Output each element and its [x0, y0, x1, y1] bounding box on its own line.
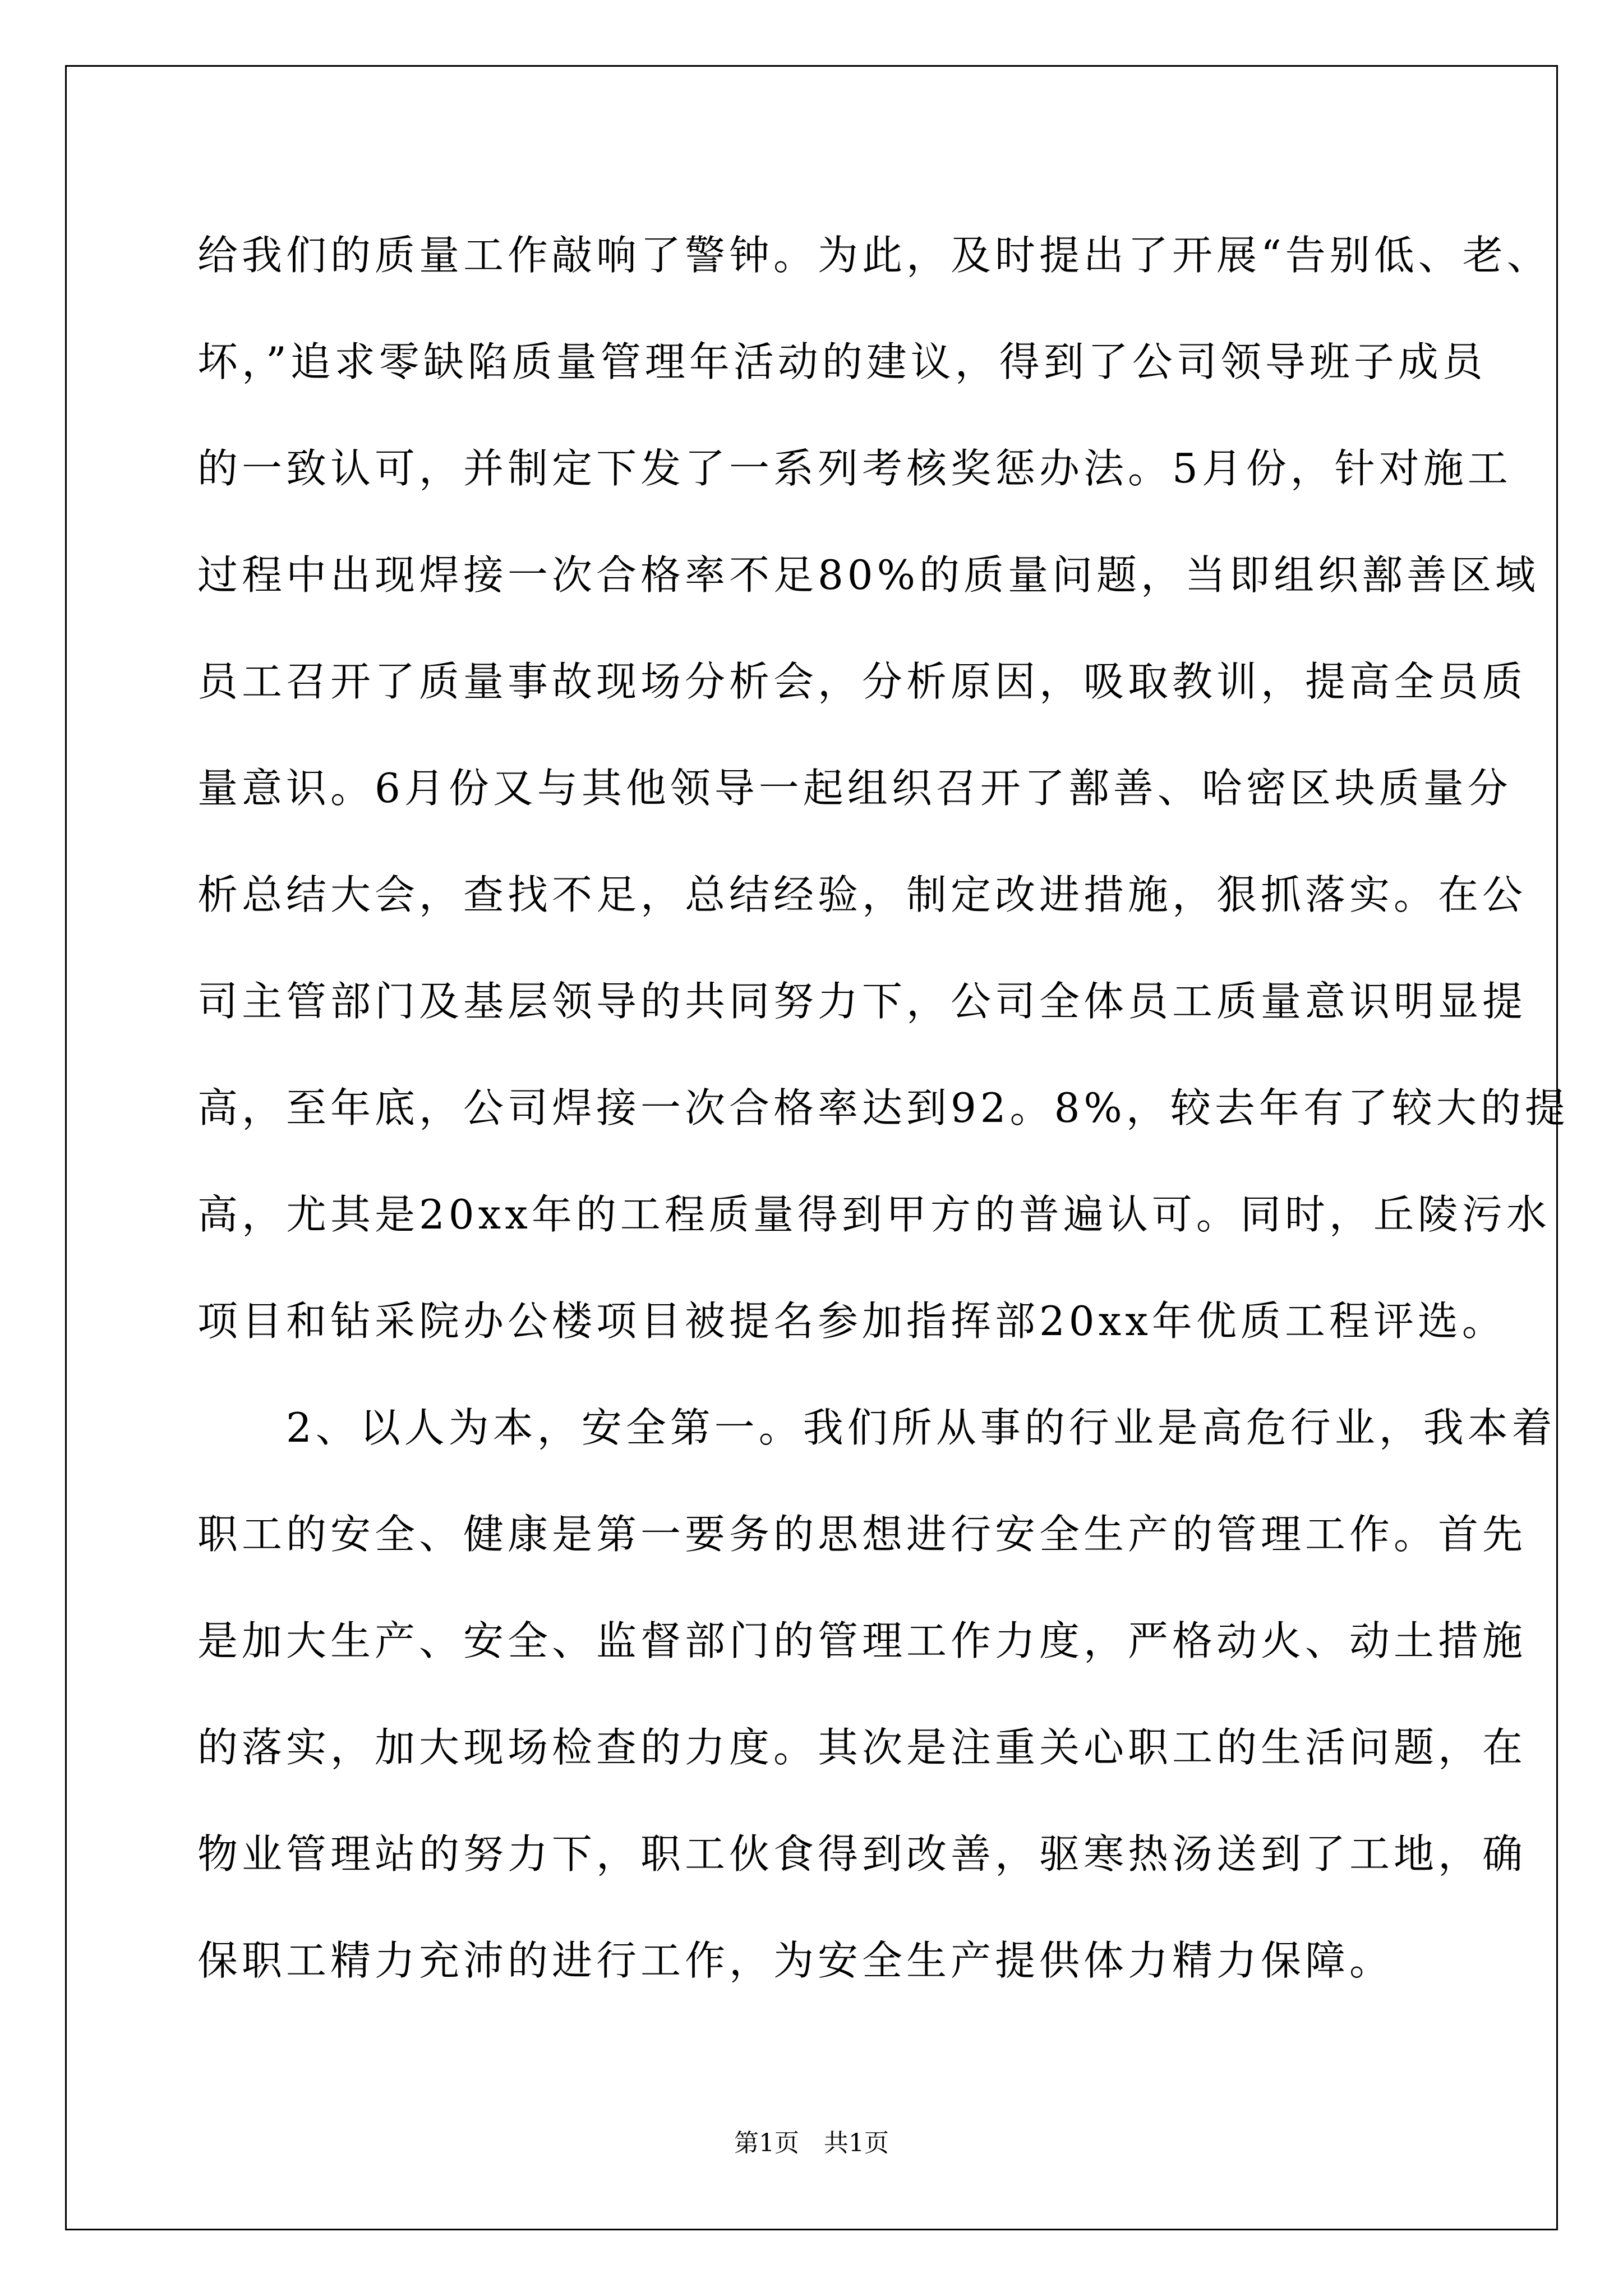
text-line: 给我们的质量工作敲响了警钟。为此，及时提出了开展“告别低、老、 — [197, 232, 1551, 279]
text-line: 高，尤其是20xx年的工程质量得到甲方的普遍认可。同时，丘陵污水 — [197, 1191, 1551, 1238]
text-line: 2、以人为本，安全第一。我们所从事的行业是高危行业，我本着 — [197, 1404, 1556, 1451]
text-line: 高，至年底，公司焊接一次合格率达到92。8%，较去年有了较大的提 — [197, 1084, 1569, 1131]
text-line: 的落实，加大现场检查的力度。其次是注重关心职工的生活问题，在 — [197, 1724, 1527, 1771]
text-line: 项目和钻采院办公楼项目被提名参加指挥部20xx年优质工程评选。 — [197, 1297, 1506, 1345]
paragraph-2 — [197, 1374, 1556, 2014]
paragraph-1 — [197, 202, 1569, 1374]
text-line: 司主管部门及基层领导的共同努力下，公司全体员工质量意识明显提 — [197, 978, 1527, 1025]
text-line: 过程中出现焊接一次合格率不足80%的质量问题，当即组织鄯善区域 — [197, 551, 1540, 599]
text-line: 坏，”追求零缺陷质量管理年活动的建议，得到了公司领导班子成员 — [197, 338, 1487, 385]
document-body — [197, 202, 1569, 2014]
text-line: 保职工精力充沛的进行工作，为安全生产提供体力精力保障。 — [197, 1937, 1394, 1984]
text-line: 物业管理站的努力下，职工伙食得到改善，驱寒热汤送到了工地，确 — [197, 1830, 1527, 1878]
text-line: 析总结大会，查找不足，总结经验，制定改进措施，狠抓落实。在公 — [197, 871, 1527, 918]
page-number-footer: 第1页 共1页 — [734, 2129, 889, 2157]
text-line: 量意识。6月份又与其他领导一起组织召开了鄯善、哈密区块质量分 — [197, 765, 1512, 812]
text-line: 员工召开了质量事故现场分析会，分析原因，吸取教训，提高全员质 — [197, 658, 1527, 705]
text-line: 的一致认可，并制定下发了一系列考核奖惩办法。5月份，针对施工 — [197, 445, 1512, 492]
text-line: 是加大生产、安全、监督部门的管理工作力度，严格动火、动土措施 — [197, 1617, 1527, 1664]
text-line: 职工的安全、健康是第一要务的思想进行安全生产的管理工作。首先 — [197, 1511, 1527, 1558]
